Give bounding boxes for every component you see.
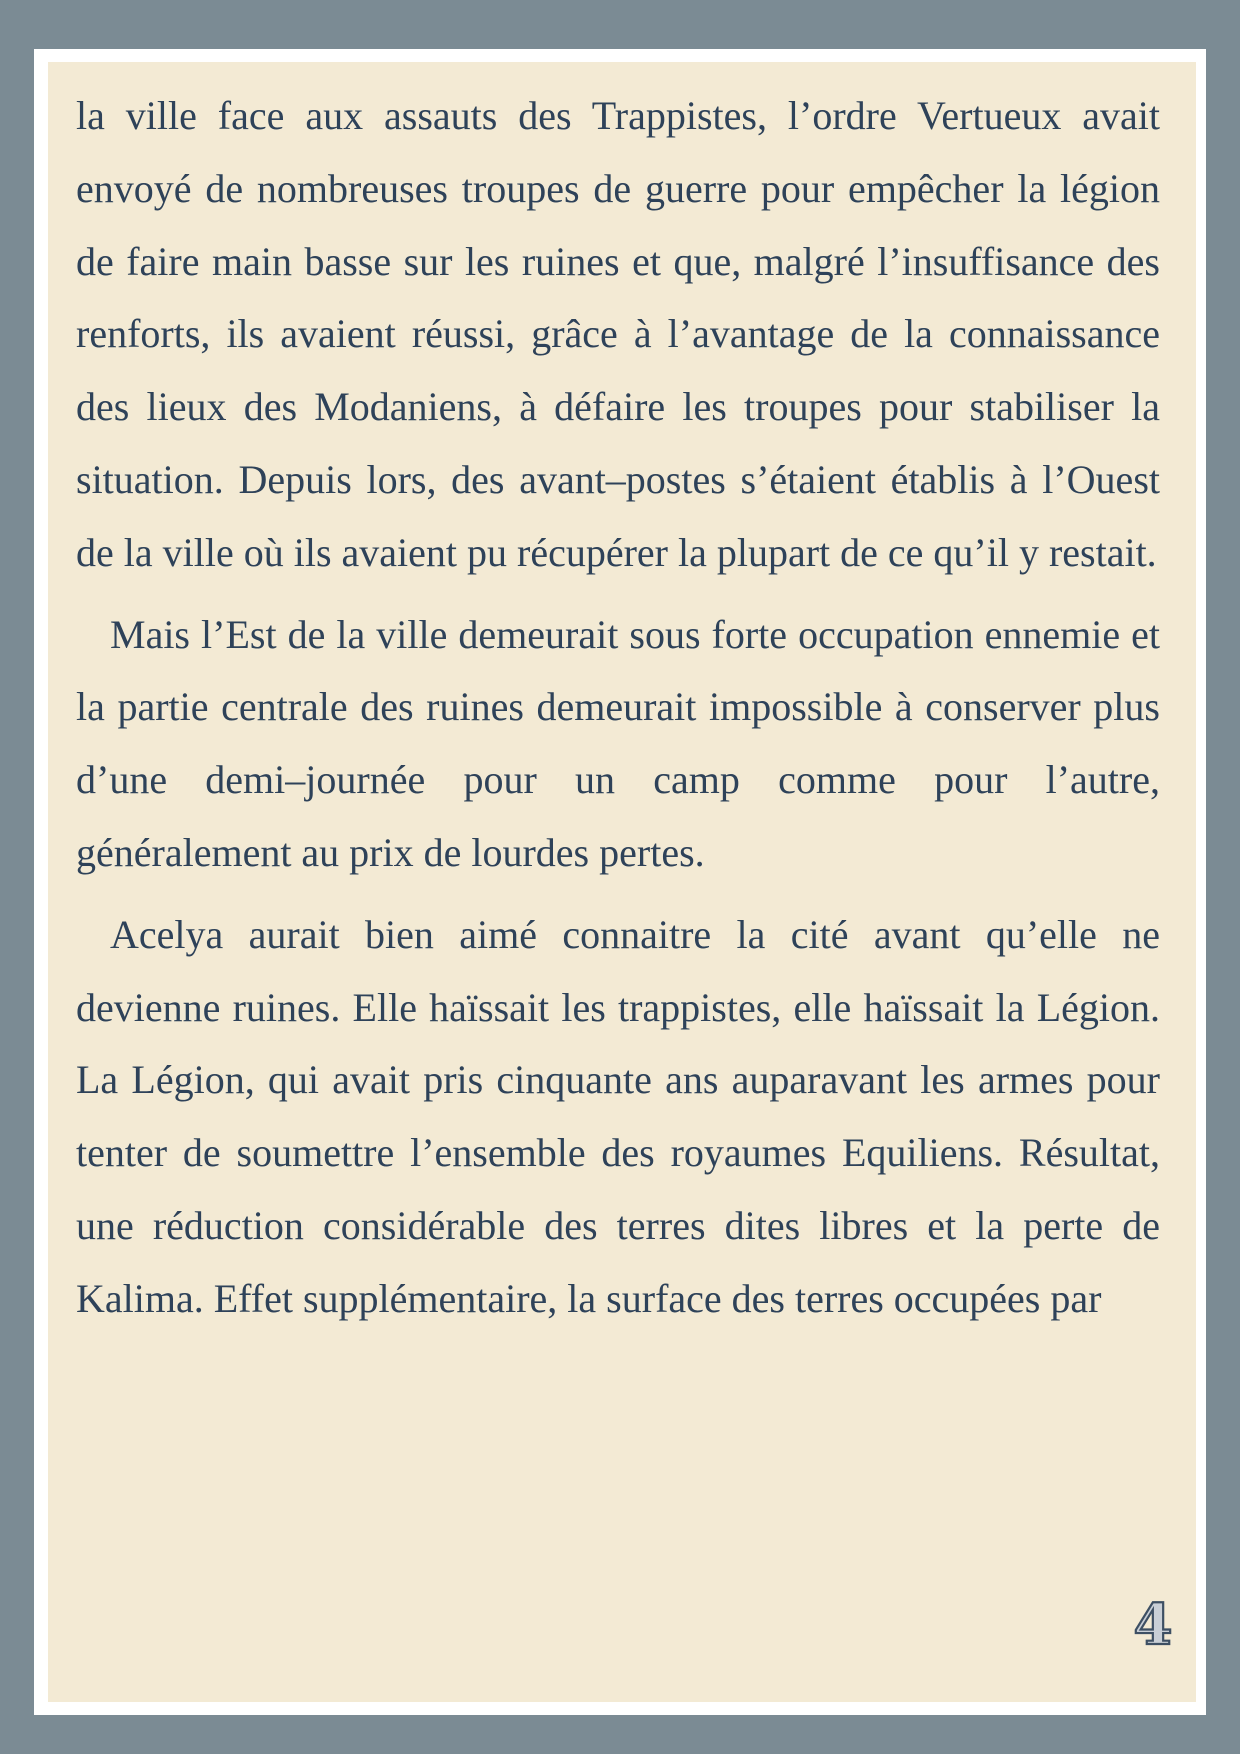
paragraph-1: la ville face aux assauts des Trappistes, l’ordre Vertueux avait envoyé de nombreuses troupes de guerre pour empêcher la légion de faire main basse sur les ruines et que, malgré l’insuffisance des renforts, ils avaient réussi, grâce à l’avantage de la connaissance des lieux des Modaniens, à défaire les troupes pour stabiliser la situation. Depuis lors, des avant–postes s’étaient établis à l’Ouest de la ville où ils avaient pu récupérer la plupart de ce qu’il y restait.	[76, 93, 1160, 575]
paragraph-3: Acelya aurait bien aimé connaitre la cité avant qu’elle ne devienne ruines. Elle haïssait les trappistes, elle haïssait la Légion. La Légion, qui avait pris cinquante ans auparavant les armes pour tenter de soumettre l’ensemble des royaumes Equiliens. Résultat, une réduction considérable des terres dites libres et la perte de Kalima. Effet supplémentaire, la surface des terres occupées par	[76, 911, 1160, 1321]
paragraph-2: Mais l’Est de la ville demeurait sous forte occupation ennemie et la partie centrale des ruines demeurait impossible à conserver plus d’une demi–journée pour un camp comme pour l’autre, généralement au prix de lourdes pertes.	[76, 611, 1160, 875]
page-number-glyph: 4	[1133, 1596, 1173, 1654]
page-number	[1129, 1596, 1177, 1654]
body-text	[76, 80, 1160, 1345]
